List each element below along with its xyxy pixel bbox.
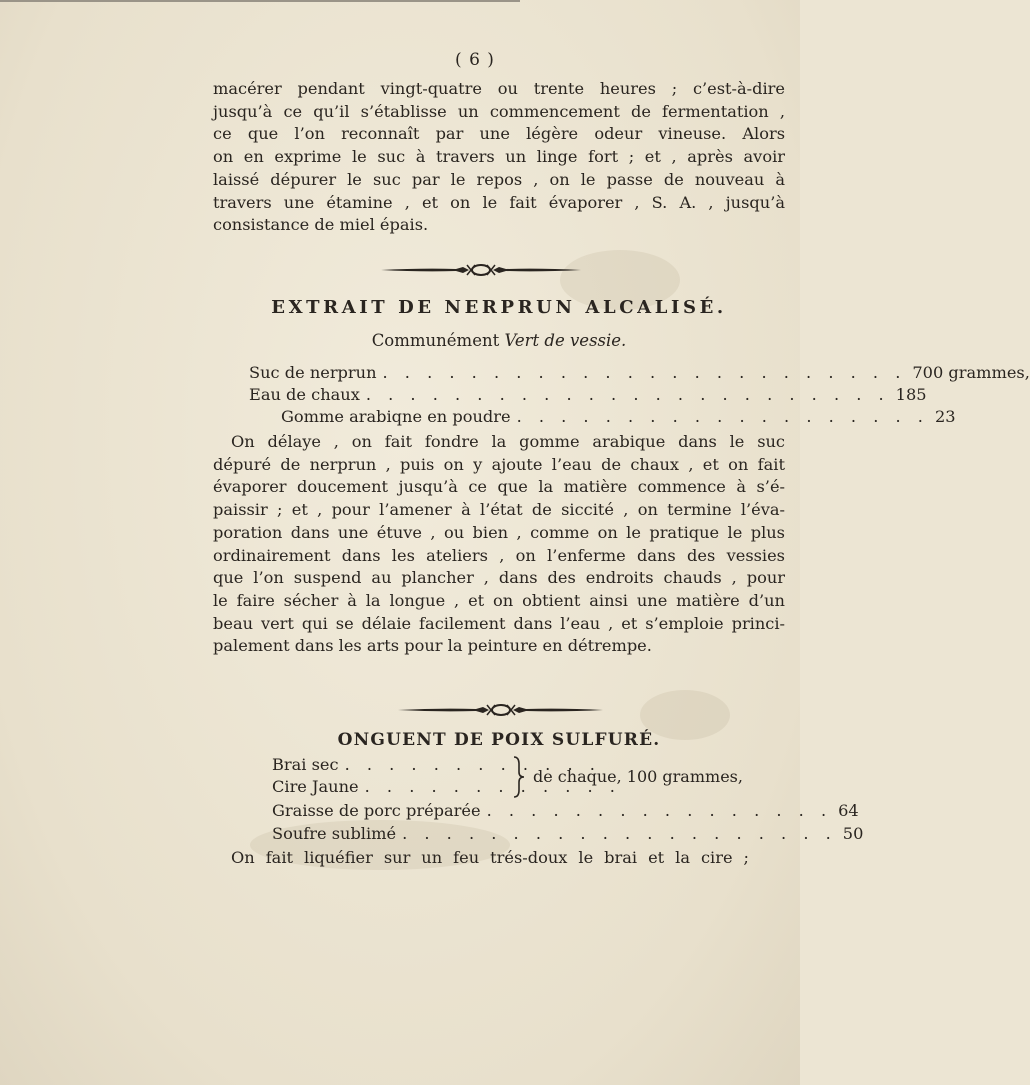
ingredient-quantity: 23 — [934, 407, 956, 426]
ingredient-quantity: 185 — [895, 385, 927, 404]
intro-paragraph — [213, 78, 785, 237]
curly-brace — [513, 756, 525, 798]
ingredient-row — [249, 363, 1030, 382]
text-line: que l’on suspend au plancher , dans des endroits chauds , pour — [213, 568, 785, 588]
ornamental-divider — [381, 263, 581, 277]
text-line: laissé dépurer le suc par le repos , on le passe de nouveau à — [213, 169, 785, 189]
leader-dots: . . . . . . . . . . . . — [364, 777, 621, 796]
ingredient-name: Suc de nerprun — [249, 363, 377, 382]
ingredient-row — [272, 777, 621, 796]
text-line: ordinairement dans les ateliers , on l’enferme dans des vessies — [213, 545, 785, 565]
text-line: macérer pendant vingt-quatre ou trente heures ; c’est-à-dire — [213, 79, 785, 98]
ingredient-name: Eau de chaux — [249, 385, 360, 404]
subtitle-prefix: Communément — [371, 331, 500, 350]
text-line: le faire sécher à la longue , et on obtient ainsi une matière d’un — [213, 590, 785, 610]
method-paragraph — [231, 847, 749, 870]
ingredient-name: Cire Jaune — [272, 777, 359, 796]
ingredient-row — [272, 801, 859, 820]
text-line: palement dans les arts pour la peinture en détrempe. — [213, 636, 652, 656]
leader-dots: . . . . . . . . . . . . . . . . . . . — [516, 407, 929, 426]
text-line: ce que l’on reconnaît par une légère odeur vineuse. Alors — [213, 124, 785, 144]
ingredient-row — [281, 407, 956, 426]
text-line: jusqu’à ce qu’il s’établisse un commencement de fermentation , — [213, 101, 785, 121]
text-line: dépuré de nerprun , puis on y ajoute l’eau de chaux , et on fait — [213, 454, 785, 474]
text-line: paissir ; et , pour l’amener à l’état de siccité , on termine l’éva- — [213, 500, 785, 520]
page-number: ( 6 ) — [455, 50, 495, 70]
text-line: On fait liquéfier sur un feu trés-doux le brai et la cire ; — [231, 848, 749, 867]
text-line: On délaye , on fait fondre la gomme arabique dans le suc — [231, 432, 785, 451]
ingredient-quantity: 64 — [838, 801, 859, 820]
text-line: beau vert qui se délaie facilement dans l’eau , et s’emploie princi- — [213, 613, 785, 633]
ingredient-name: Graisse de porc préparée — [272, 801, 481, 820]
ingredient-name: Brai sec — [272, 755, 339, 774]
top-edge-line — [0, 0, 520, 2]
section-title: ONGUENT DE POIX SULFURÉ. — [337, 730, 661, 750]
section-subtitle — [213, 331, 785, 350]
text-line: travers une étamine , et on le fait évaporer , S. A. , jusqu’à — [213, 192, 785, 212]
ingredient-row — [249, 385, 927, 404]
text-line: on en exprime le suc à travers un linge fort ; et , après avoir — [213, 147, 785, 167]
leader-dots: . . . . . . . . . . . . . . . . — [486, 801, 833, 820]
text-line: évaporer doucement jusqu’à ce que la matière commence à s’é- — [213, 477, 785, 497]
leader-dots: . . . . . . . . . . . . — [344, 755, 601, 774]
leader-dots: . . . . . . . . . . . . . . . . . . . . — [402, 824, 837, 843]
method-paragraph — [213, 431, 785, 658]
section-title: EXTRAIT DE NERPRUN ALCALISÉ. — [271, 297, 727, 318]
ingredient-quantity: 700 grammes, — [912, 363, 1030, 382]
ingredient-row — [272, 755, 601, 774]
text-line: poration dans une étuve , ou bien , comme on le pratique le plus — [213, 522, 785, 542]
ornamental-divider — [398, 703, 603, 717]
brace-quantity: de chaque, 100 grammes, — [533, 767, 743, 786]
leader-dots: . . . . . . . . . . . . . . . . . . . . . . . . — [382, 363, 907, 382]
ingredient-row — [272, 824, 864, 843]
leader-dots: . . . . . . . . . . . . . . . . . . . . . . . . — [365, 385, 890, 404]
ingredient-name: Soufre sublimé — [272, 824, 397, 843]
ingredient-quantity: 50 — [842, 824, 864, 843]
subtitle-italic: Vert de vessie. — [504, 331, 627, 350]
ingredient-name: Gomme arabiqne en poudre — [281, 407, 511, 426]
text-line: consistance de miel épais. — [213, 215, 429, 235]
